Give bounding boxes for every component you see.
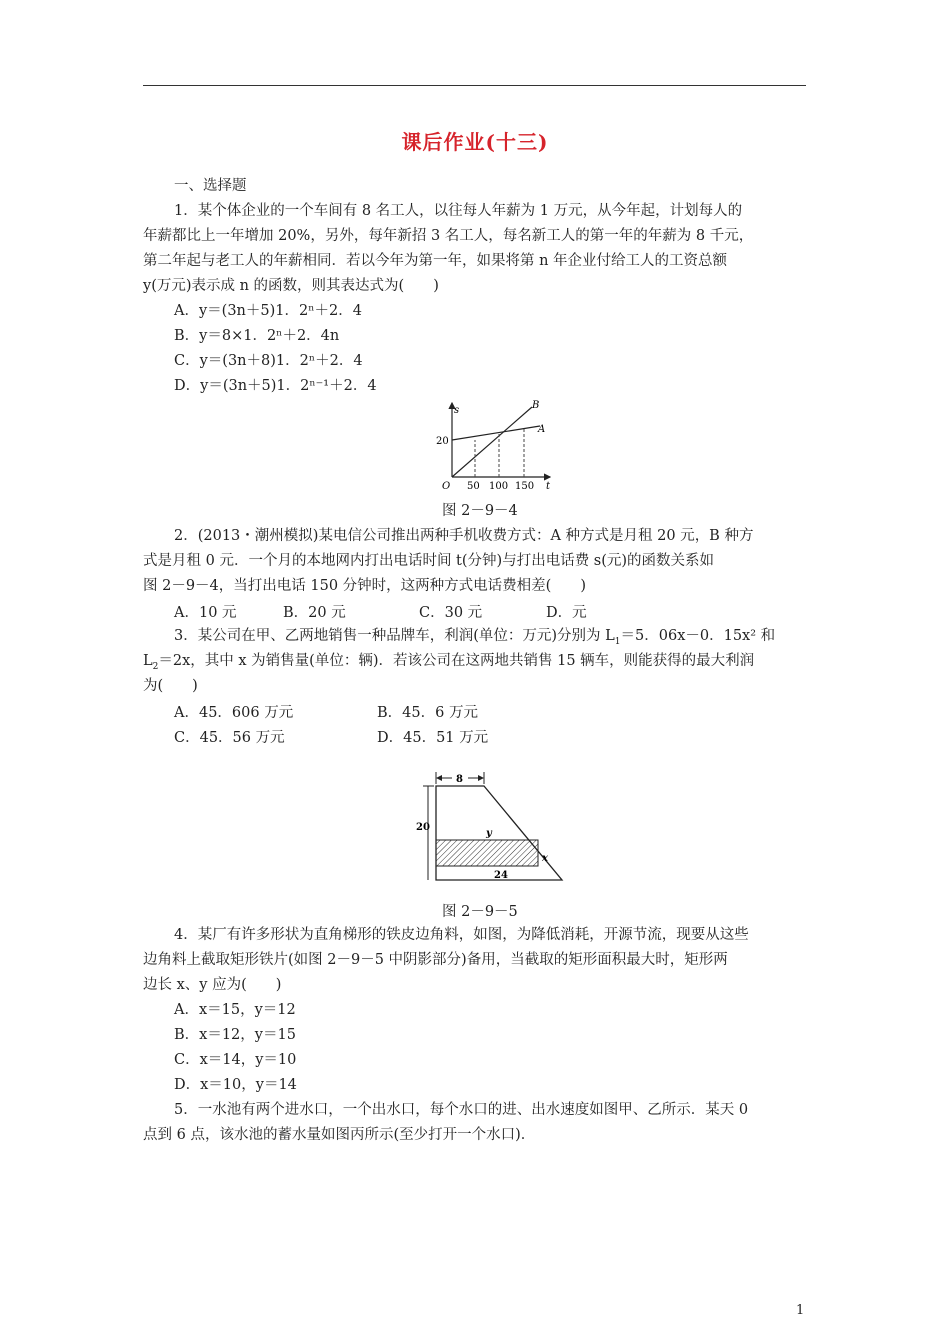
q5-line-2: 点到 6 点，该水池的蓄水量如图丙所示(至少打开一个水口)．: [143, 1127, 536, 1143]
q4-line-1: 4．某厂有许多形状为直角梯形的铁皮边角料，如图，为降低消耗，开源节流，现要从这些: [174, 927, 749, 943]
dim-bottom-label: 24: [494, 870, 508, 881]
q4-line-2: 边角料上截取矩形铁片(如图 2－9－5 中阴影部分)备用，当截取的矩形面积最大时，矩形两: [143, 952, 728, 968]
s-axis-label: s: [454, 405, 460, 416]
x-tick-50: 50: [467, 481, 480, 492]
q3-line-3: 为( ): [143, 678, 198, 694]
q4-option-c: C．x＝14，y＝10: [174, 1052, 297, 1068]
q3-option-a: A．45．606 万元: [174, 705, 294, 721]
q2-line-3: 图 2－9－4，当打出电话 150 分钟时，这两种方式电话费相差( ): [143, 578, 586, 594]
q2-option-b: B．20 元: [283, 605, 346, 621]
rect-y-label: y: [486, 828, 492, 839]
q4-option-b: B．x＝12，y＝15: [174, 1027, 296, 1043]
shaded-rectangle: [436, 840, 538, 866]
section-heading: 一、选择题: [174, 178, 247, 194]
q1-option-c: C．y＝(3n＋8)1．2ⁿ＋2．4: [174, 353, 363, 369]
line-a-label: A: [538, 424, 546, 435]
q4-option-d: D．x＝10，y＝14: [174, 1077, 297, 1093]
q2-option-a: A．10 元: [174, 605, 237, 621]
q2-option-d: D．元: [546, 605, 587, 621]
figure-2-9-4: [420, 395, 560, 495]
q4-option-a: A．x＝15，y＝12: [174, 1002, 296, 1018]
t-axis-label: t: [546, 481, 551, 492]
q3-option-c: C．45．56 万元: [174, 730, 285, 746]
y-tick-20: 20: [436, 436, 449, 447]
x-tick-150: 150: [515, 481, 535, 492]
line-b-label: B: [532, 400, 540, 411]
q3-option-d: D．45．51 万元: [377, 730, 489, 746]
q1-option-d: D．y＝(3n＋5)1．2ⁿ⁻¹＋2．4: [174, 378, 377, 394]
page-title: 课后作业(十三): [401, 130, 549, 154]
dim-top-label: 8: [456, 774, 463, 785]
q2-line-2: 式是月租 0 元．一个月的本地网内打出电话时间 t(分钟)与打出电话费 s(元)的函数关系如: [143, 553, 715, 569]
figure-2-9-5-caption: 图 2－9－5: [442, 904, 518, 920]
q2-option-c: C．30 元: [419, 605, 483, 621]
origin-label: O: [442, 481, 451, 492]
q1-line-4: y(万元)表示成 n 的函数，则其表达式为( ): [143, 278, 439, 294]
rect-x-label: x: [542, 853, 548, 864]
q3-line-1: 3．某公司在甲、乙两地销售一种品牌车，利润(单位：万元)分别为 $L_1=5$．06x－0．15x² 和: [174, 628, 776, 647]
q1-line-3: 第二年起与老工人的年薪相同．若以今年为第一年，如果将第 n 年企业付给工人的工资总额: [143, 253, 728, 269]
q2-line-1: 2．(2013・潮州模拟)某电信公司推出两种手机收费方式：A 种方式是月租 20 元，B 种方: [174, 528, 754, 544]
q3-line-2: $L_2=2x$，其中 x 为销售量(单位：辆)．若该公司在这两地共销售 15 辆车，则能获得的最大利润: [143, 653, 755, 672]
q4-line-3: 边长 x、y 应为( ): [143, 977, 282, 993]
q1-line-1: 1．某个体企业的一个车间有 8 名工人，以往每人年薪为 1 万元，从今年起，计划每人的: [174, 203, 743, 219]
line-b: [452, 407, 532, 477]
dim-left-label: 20: [416, 822, 430, 833]
q3-option-b: B．45．6 万元: [377, 705, 478, 721]
figure-2-9-4-caption: 图 2－9－4: [442, 503, 518, 519]
q1-option-a: A．y＝(3n＋5)1．2ⁿ＋2．4: [174, 303, 362, 319]
x-tick-100: 100: [489, 481, 509, 492]
header-rule: [143, 85, 806, 86]
q1-option-b: B．y＝8×1．2ⁿ＋2．4n: [174, 328, 340, 344]
q1-line-2: 年薪都比上一年增加 20%，另外，每年新招 3 名工人，每名新工人的第一年的年薪为 8 千元，: [143, 228, 754, 244]
q5-line-1: 5．一水池有两个进水口，一个出水口，每个水口的进、出水速度如图甲、乙所示．某天 0: [174, 1102, 749, 1118]
figure-2-9-5: [410, 768, 570, 886]
page-number: 1: [796, 1303, 805, 1318]
